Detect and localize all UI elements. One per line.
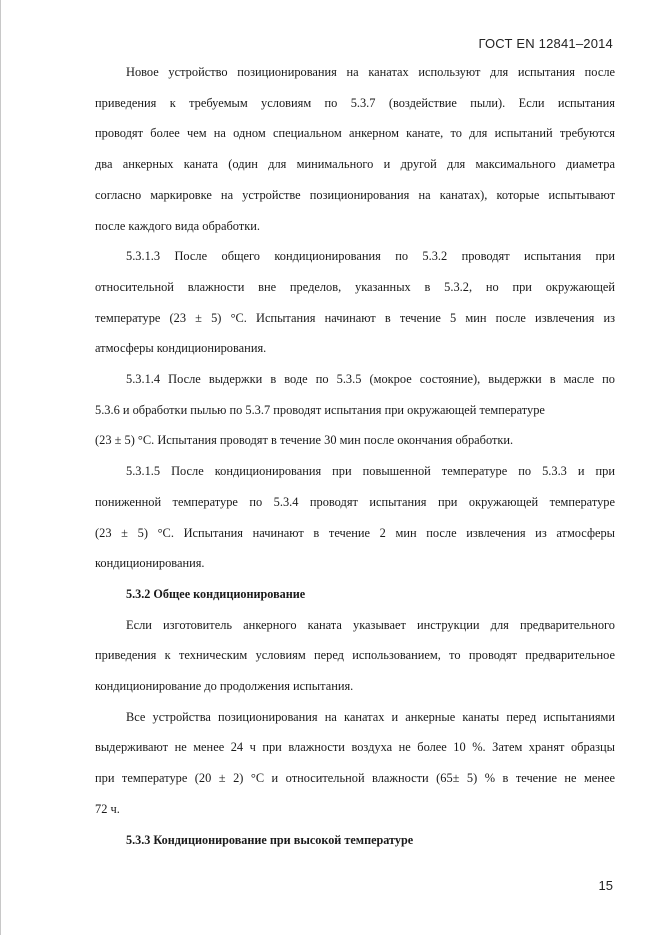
text-line: Новое устройство позиционирования на канатах используют для испытания после — [126, 65, 615, 79]
paragraph-5-3-1-3 — [95, 241, 615, 364]
text-line: 5.3.1.4 После выдержки в воде по 5.3.5 (мокрое состояние), выдержки в масле по — [126, 372, 615, 387]
text-line: два анкерных каната (один для минимального и другой для максимального диаметра — [95, 157, 615, 172]
text-line: 5.3.1.5 После кондиционирования при повышенной температуре по 5.3.3 и при — [126, 464, 615, 479]
text-line: относительной влажности вне пределов, указанных в 5.3.2, но при окружающей — [95, 279, 615, 294]
paragraph-storage-conditions — [95, 702, 615, 825]
text-line: (23 ± 5) °С. Испытания начинают в течение 2 мин после извлечения из атмосферы — [95, 525, 615, 540]
text-line: приведения к техническим условиям перед использованием, то проводят предварительное — [95, 648, 615, 663]
text-line: атмосферы кондиционирования. — [95, 341, 267, 356]
text-line: (23 ± 5) °С. Испытания проводят в течение 30 мин после окончания обработки. — [95, 433, 514, 448]
text-line: приведения к требуемым условиям по 5.3.7 (воздействие пыли). Если испытания — [95, 95, 615, 110]
text-line: выдерживают не менее 24 ч при влажности воздуха не более 10 %. Затем хранят образцы — [95, 740, 615, 755]
text-line: 72 ч. — [95, 801, 120, 816]
text-line: пониженной температуре по 5.3.4 проводят испытания при окружающей температуре — [95, 494, 615, 509]
text-line: при температуре (20 ± 2) °С и относительной влажности (65± 5) % в течение не менее — [95, 771, 615, 786]
text-line: 5.3.6 и обработки пылью по 5.3.7 проводят испытания при окружающей температуре — [95, 402, 545, 417]
text-line: согласно маркировке на устройстве позиционирования на канатах), которые испытывают — [95, 187, 615, 202]
document-body — [95, 57, 615, 855]
text-line: температуре (23 ± 5) °С. Испытания начинают в течение 5 мин после извлечения из — [95, 310, 615, 325]
text-line: кондиционирования. — [95, 556, 205, 571]
text-line: 5.3.1.3 После общего кондиционирования по 5.3.2 проводят испытания при — [126, 249, 615, 264]
document-header: ГОСТ EN 12841–2014 — [478, 36, 613, 51]
text-line: Если изготовитель анкерного каната указывает инструкции для предварительного — [126, 617, 615, 632]
paragraph-intro — [95, 57, 615, 241]
text-line: кондиционирование до продолжения испытания. — [95, 679, 354, 694]
text-line: Все устройства позиционирования на канатах и анкерные канаты перед испытаниями — [126, 709, 615, 724]
text-line: после каждого вида обработки. — [95, 218, 260, 233]
paragraph-preconditioning — [95, 610, 615, 702]
section-heading-5-3-3: 5.3.3 Кондиционирование при высокой температуре — [126, 832, 414, 847]
text-line: проводят более чем на одном специальном анкерном канате, то для испытаний требуются — [95, 126, 615, 141]
paragraph-5-3-1-4 — [95, 364, 615, 456]
paragraph-5-3-1-5 — [95, 456, 615, 579]
section-heading-5-3-2: 5.3.2 Общее кондиционирование — [126, 586, 306, 601]
page-number: 15 — [598, 878, 613, 893]
